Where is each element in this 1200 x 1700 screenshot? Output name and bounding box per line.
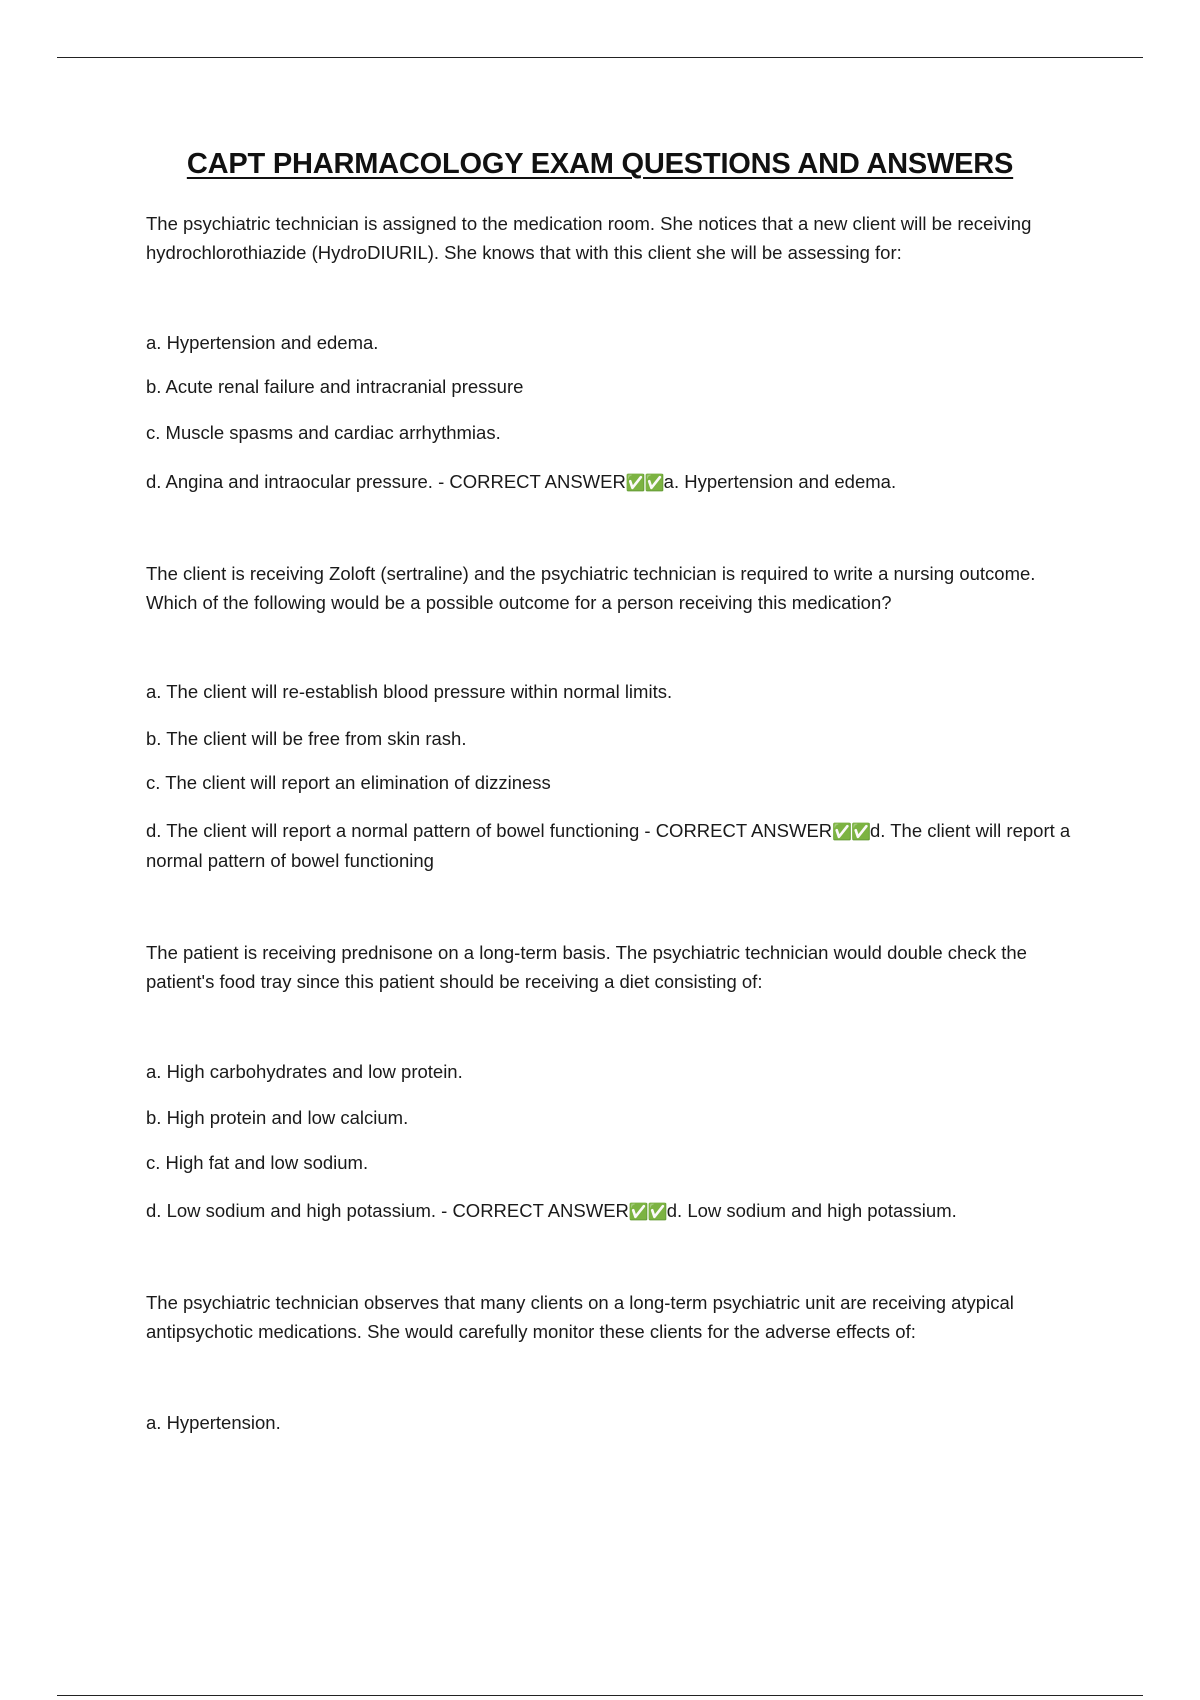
check-mark-icon: ✅✅	[628, 1202, 667, 1221]
question-2-option-b: b. The client will be free from skin rash.	[146, 728, 467, 749]
question-1-option-a: a. Hypertension and edema.	[146, 332, 379, 353]
question-1-answer: a. Hypertension and edema.	[663, 471, 897, 492]
question-2-option-c: c. The client will report an elimination of dizziness	[146, 772, 551, 793]
question-2-option-d-text: d. The client will report a normal pattern of bowel functioning - CORRECT ANSWER	[146, 820, 833, 841]
question-3-option-c: c. High fat and low sodium.	[146, 1152, 369, 1173]
question-1-option-b: b. Acute renal failure and intracranial pressure	[146, 376, 524, 397]
question-4-option-a: a. Hypertension.	[146, 1412, 281, 1433]
question-3-option-d-text: d. Low sodium and high potassium. - CORRECT ANSWER	[146, 1200, 629, 1221]
question-2-answer: d. The client will report a normal pattern of bowel functioning	[146, 820, 1071, 871]
check-mark-icon: ✅✅	[625, 473, 664, 492]
bottom-rule	[57, 1695, 1143, 1696]
question-3-option-b: b. High protein and low calcium.	[146, 1107, 409, 1128]
question-2-stem: The client is receiving Zoloft (sertraline) and the psychiatric technician is required to write a nursing outcome. Which of the following would be a possible outcome for a person receiving this medication?	[146, 563, 1036, 613]
question-1-stem: The psychiatric technician is assigned to the medication room. She notices that a new client will be receiving hydrochlorothiazide (HydroDIURIL). She knows that with this client she will be assessing for:	[146, 213, 1032, 263]
question-1-option-c: c. Muscle spasms and cardiac arrhythmias.	[146, 422, 501, 443]
question-1-option-d	[146, 467, 1106, 497]
question-2-option-a: a. The client will re-establish blood pressure within normal limits.	[146, 681, 673, 702]
check-mark-icon: ✅✅	[832, 822, 870, 841]
question-1-option-d-text: d. Angina and intraocular pressure. - CORRECT ANSWER	[146, 471, 626, 492]
question-4-stem: The psychiatric technician observes that many clients on a long-term psychiatric unit are receiving atypical antipsychotic medications. She would carefully monitor these clients for the adverse effects of:	[146, 1292, 1014, 1342]
top-rule	[57, 57, 1143, 58]
question-3-stem: The patient is receiving prednisone on a long-term basis. The psychiatric technician would double check the patient's food tray since this patient should be receiving a diet consisting of:	[146, 942, 1027, 992]
question-3-answer: d. Low sodium and high potassium.	[666, 1200, 957, 1221]
question-3-option-d	[146, 1196, 1106, 1226]
question-3-option-a: a. High carbohydrates and low protein.	[146, 1061, 463, 1082]
question-2-option-d	[146, 816, 1106, 875]
document-title: CAPT PHARMACOLOGY EXAM QUESTIONS AND ANSWERS	[186, 148, 1014, 180]
